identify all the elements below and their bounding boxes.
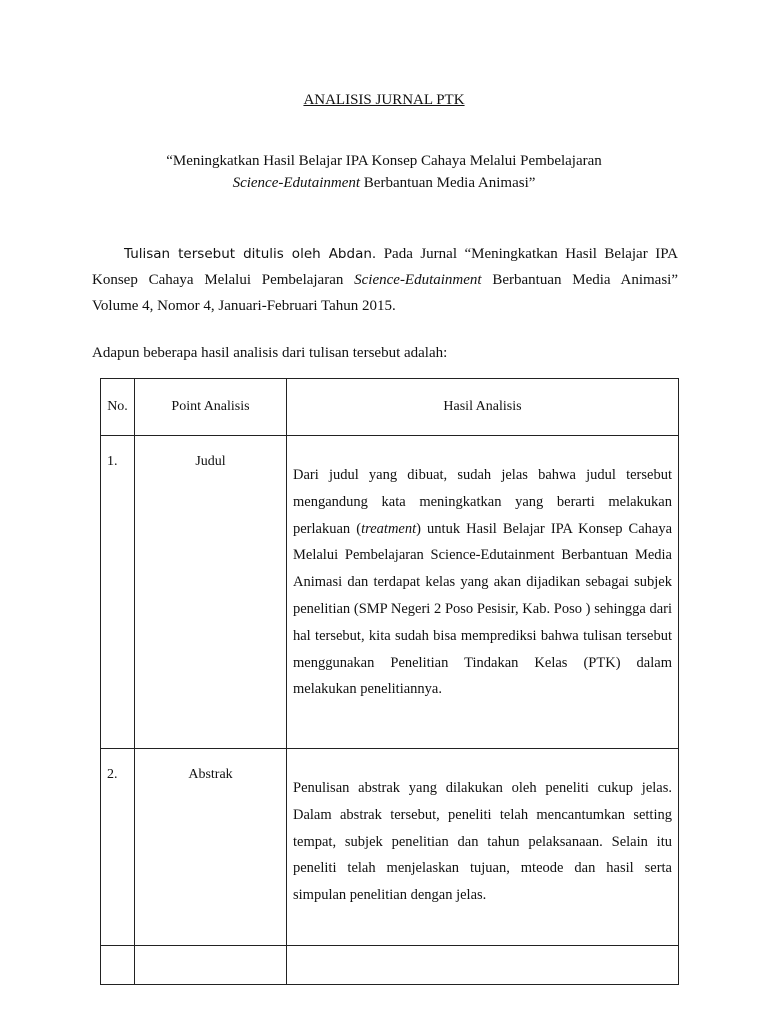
document-subtitle — [0, 150, 768, 194]
empty-cell — [101, 946, 135, 985]
row-point: Judul — [135, 436, 287, 749]
document-title: ANALISIS JURNAL PTK — [303, 92, 465, 108]
subtitle-italic-term: Science-Edutainment — [232, 175, 361, 191]
row-hasil-after: ) untuk Hasil Belajar IPA Konsep Cahaya Melalui Pembelajaran Science-Edutainment Berbantuan Media Animasi dan terdapat kelas yang akan dijadikan sebagai subjek penelitian (SMP Negeri 2 Poso Pesisir, Kab. Poso ) sehingga dari hal tersebut, kita sudah bisa memprediksi bahwa tulisan tersebut menggunakan Penelitian Tindakan Kelas (PTK) dalam melakukan penelitiannya. — [293, 520, 673, 698]
empty-cell — [135, 946, 287, 985]
subtitle-line-2 — [0, 172, 768, 194]
intro-paragraph — [92, 241, 678, 319]
intro-author-sentence: Tulisan tersebut ditulis oleh Abdan. — [124, 246, 377, 262]
header-no: No. — [101, 379, 135, 436]
subtitle-line-1: “Meningkatkan Hasil Belajar IPA Konsep Cahaya Melalui Pembelajaran — [166, 153, 602, 169]
table-row-empty — [101, 946, 679, 985]
header-point-analisis: Point Analisis — [135, 379, 287, 436]
table-header-row — [101, 379, 679, 436]
row-number: 1. — [101, 436, 135, 749]
row-number: 2. — [101, 749, 135, 946]
analysis-table — [100, 378, 679, 985]
table-row — [101, 436, 679, 749]
header-hasil-analisis: Hasil Analisis — [287, 379, 679, 436]
row-hasil-italic: treatment — [361, 520, 417, 537]
row-point: Abstrak — [135, 749, 287, 946]
lead-in-paragraph: Adapun beberapa hasil analisis dari tulisan tersebut adalah: — [92, 345, 448, 361]
table-row — [101, 749, 679, 946]
analysis-table-wrapper — [100, 378, 678, 985]
intro-journal-rest: Berbantuan Media Animasi” Volume 4, Nomor 4, Januari-Februari Tahun 2015. — [92, 272, 678, 314]
empty-cell — [287, 946, 679, 985]
row-hasil-before: Dari judul yang dibuat, sudah jelas bahwa judul tersebut mengandung kata meningkatkan yang berarti melakukan perlakuan ( — [293, 467, 672, 537]
row-hasil: Penulisan abstrak yang dilakukan oleh peneliti cukup jelas. Dalam abstrak tersebut, peneliti telah mencantumkan setting tempat, subjek penelitian dan tahun pelaksanaan. Selain itu peneliti telah menjelaskan tujuan, mteode dan hasil serta simpulan penelitian dengan jelas. — [287, 749, 679, 946]
intro-journal-italic: Science-Edutainment — [354, 272, 482, 288]
row-hasil — [287, 436, 679, 749]
subtitle-line-2-rest: Berbantuan Media Animasi” — [360, 175, 536, 191]
intro-journal-lead: Pada Jurnal “Meningkatkan Hasil Belajar IPA Konsep Cahaya Melalui Pembelajaran — [92, 246, 678, 288]
